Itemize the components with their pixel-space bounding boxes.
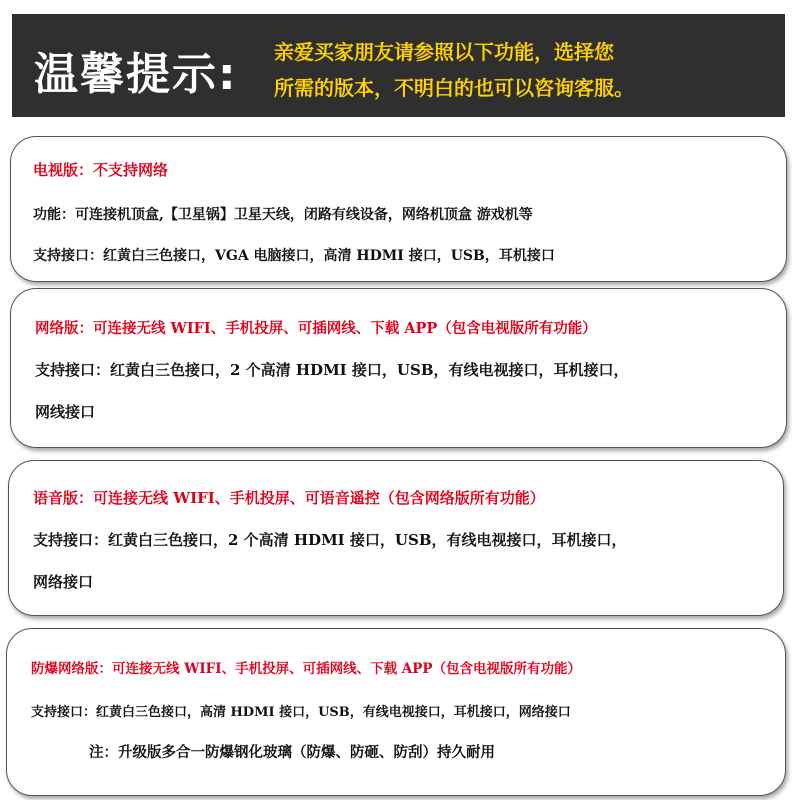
banner-message-line-2: 所需的版本，不明白的也可以咨询客服。: [274, 76, 634, 100]
card-line: 功能：可连接机顶盒,【卫星锅】卫星天线，闭路有线设备，网络机顶盒 游戏机等: [33, 207, 533, 223]
version-card-network: [10, 288, 787, 448]
version-card-tv: [10, 136, 787, 282]
card-line: 网络接口: [33, 573, 94, 591]
banner-title: 温馨提示:: [34, 49, 238, 100]
version-card-explosion-proof: [6, 628, 786, 796]
card-line: 支持接口：红黄白三色接口，VGA 电脑接口，高清 HDMI 接口，USB，耳机接口: [33, 248, 555, 264]
card-line: 支持接口：红黄白三色接口，2 个高清 HDMI 接口，USB，有线电视接口，耳机接口，: [33, 531, 627, 549]
card-line: 支持接口：红黄白三色接口，高清 HDMI 接口，USB，有线电视接口，耳机接口，网络接口: [31, 705, 571, 720]
card-heading: 语音版：可连接无线 WIFI、手机投屏、可语音遥控（包含网络版所有功能）: [33, 489, 545, 507]
card-heading: 电视版：不支持网络: [33, 161, 169, 179]
card-line: 网线接口: [35, 403, 96, 421]
card-heading: 防爆网络版：可连接无线 WIFI、手机投屏、可插网线、下载 APP（包含电视版所有功能）: [31, 661, 582, 677]
card-heading: 网络版：可连接无线 WIFI、手机投屏、可插网线、下载 APP（包含电视版所有功能）: [35, 320, 597, 337]
card-note: 注：升级版多合一防爆钢化玻璃（防爆、防砸、防刮）持久耐用: [89, 744, 495, 761]
version-card-voice: [8, 460, 784, 616]
banner-message-line-1: 亲爱买家朋友请参照以下功能，选择您: [274, 40, 614, 64]
notice-banner: [12, 14, 785, 117]
card-line: 支持接口：红黄白三色接口，2 个高清 HDMI 接口，USB，有线电视接口，耳机接口，: [35, 361, 629, 379]
